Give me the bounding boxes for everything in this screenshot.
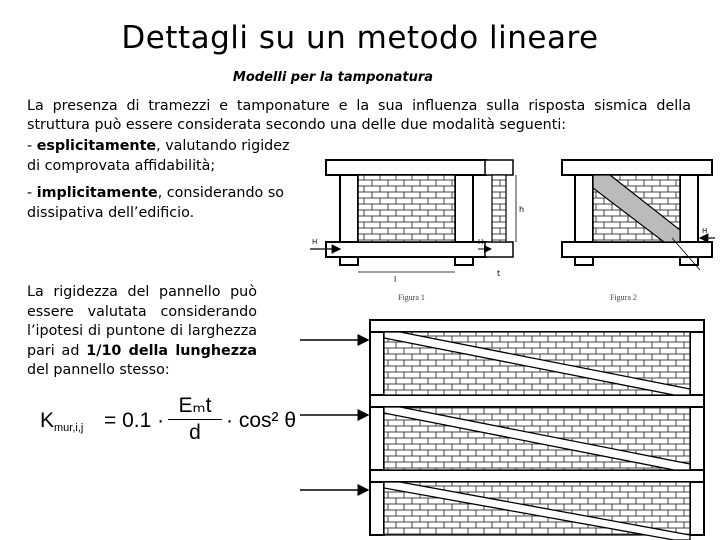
figure-2-frame <box>562 160 715 270</box>
paragraph-line-1: La presenza di tramezzi e tamponature e la sua influenza sulla risposta sismica della <box>27 98 691 114</box>
formula-fraction <box>168 393 222 445</box>
stiffness-formula <box>40 394 297 445</box>
figure-1-label-l: l <box>394 275 397 284</box>
figure-1-label-t: t <box>497 269 501 278</box>
figure-1-frame <box>310 160 486 284</box>
paragraph-line-6: dissipativa dell’edificio. <box>27 205 195 221</box>
paragraph-line-3-prefix: - <box>27 138 37 154</box>
paragraph-line-5-rest: , considerando so <box>157 185 285 201</box>
stiffness-bold: 1/10 della lunghezza <box>86 342 257 359</box>
formula-numerator: Eₘt <box>168 393 222 420</box>
formula-lhs-subscript: mur,i,j <box>54 422 84 434</box>
figure-1-section <box>478 160 524 278</box>
formula-lhs <box>40 409 83 434</box>
figures-drawing <box>300 155 720 540</box>
stiffness-text-before: La rigidezza del pannello può essere valutata considerando l’ipotesi di puntone di larghezza pari ad <box>27 284 257 359</box>
paragraph-line-5-prefix: - <box>27 185 37 201</box>
paragraph-line-3-rest: , valutando rigidez <box>156 138 290 154</box>
figures-panel <box>300 155 720 540</box>
figure-2-caption: Figura 2 <box>610 293 637 302</box>
paragraph-line-5-bold: implicitamente <box>36 185 158 201</box>
figure-1-section-label-H: H <box>478 238 484 246</box>
paragraph-line-3-bold: esplicitamente <box>36 138 157 154</box>
formula-lhs-symbol: K <box>40 409 55 432</box>
page-title: Dettagli su un metodo lineare <box>121 20 599 56</box>
paragraph-line-3 <box>27 137 691 157</box>
subtitle: Modelli per la tamponatura <box>232 70 434 85</box>
figure-1-caption: Figura 1 <box>398 293 425 302</box>
stiffness-paragraph <box>27 283 257 381</box>
multistorey-frame <box>300 320 704 540</box>
formula-denominator: d <box>189 421 201 444</box>
figure-1-label-H: H <box>312 238 318 246</box>
figure-2-label-H: H <box>702 227 708 235</box>
formula-cosine-term: · cos² θ <box>226 409 297 432</box>
figure-1-label-h: h <box>519 205 525 214</box>
formula-coefficient: = 0.1 · <box>104 409 165 432</box>
stiffness-text-after: del pannello stesso: <box>27 362 170 378</box>
paragraph-line-4: di comprovata affidabilità; <box>27 158 216 174</box>
paragraph-line-2: struttura può essere considerata secondo una delle due modalità seguenti: <box>27 117 567 133</box>
